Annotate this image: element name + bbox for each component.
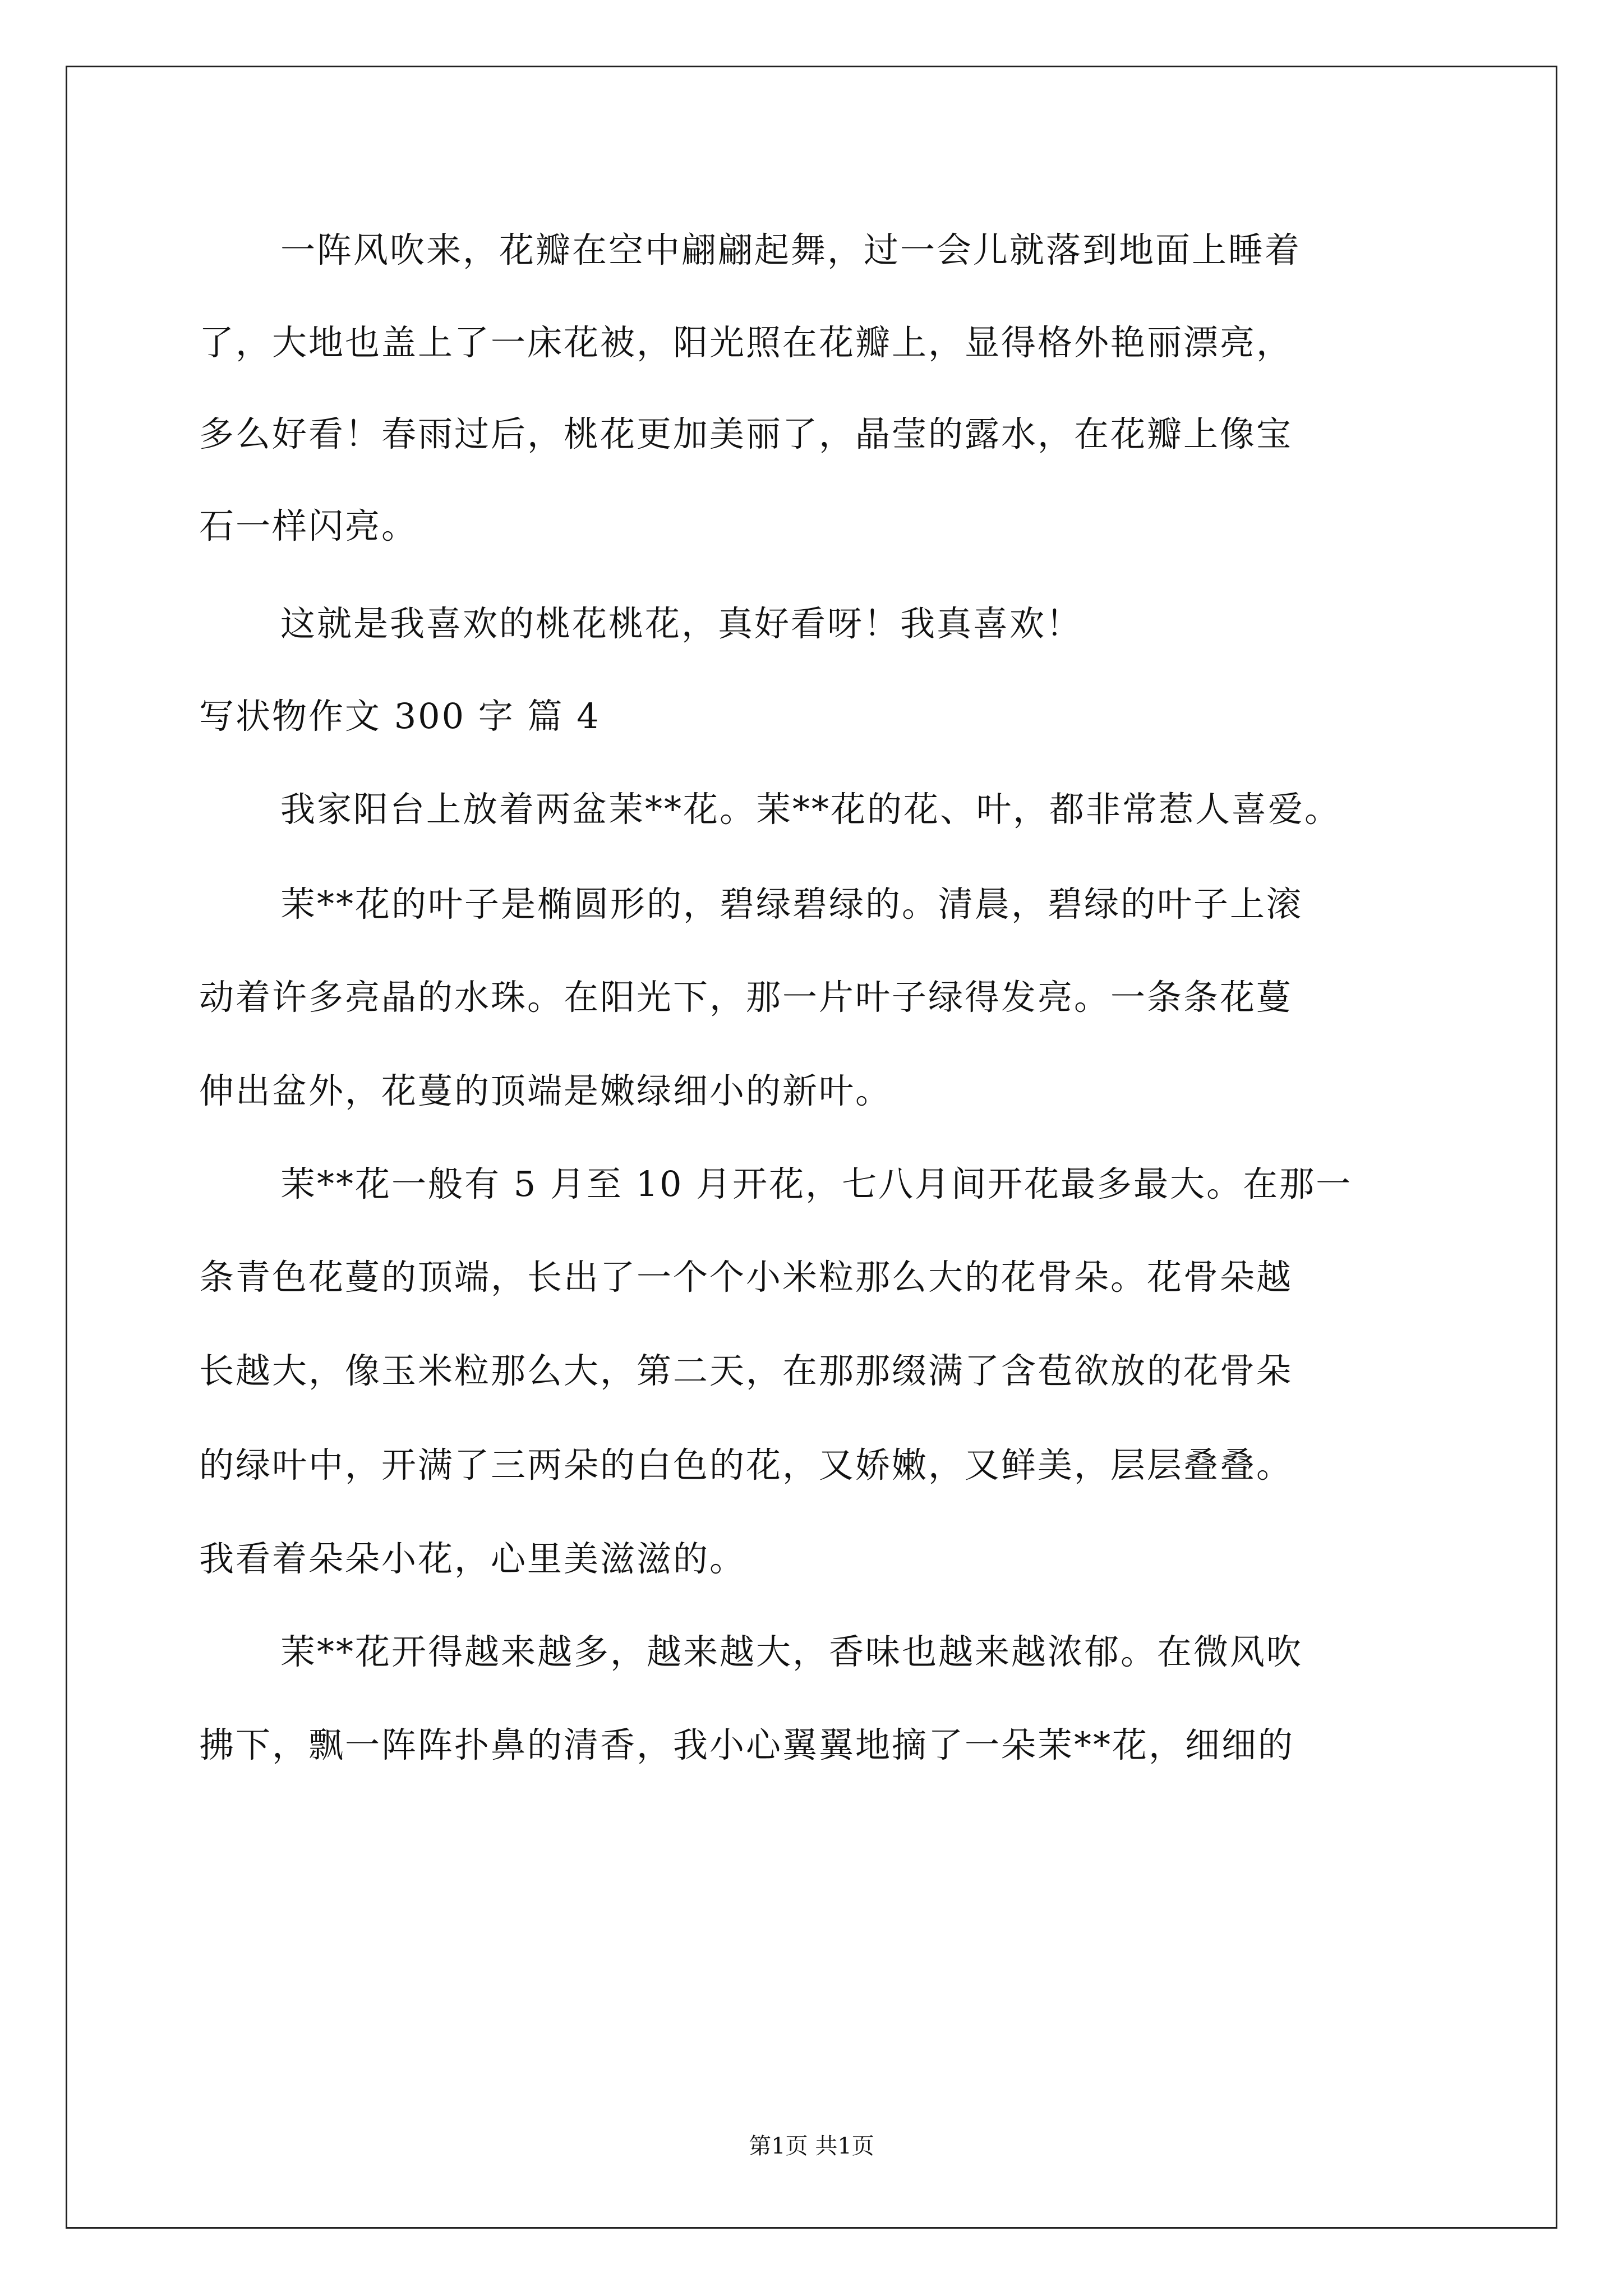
paragraph-line: 条青色花蔓的顶端，长出了一个个小米粒那么大的花骨朵。花骨朵越 [199,1257,1293,1297]
page-footer: 第1页 共1页 [749,2133,874,2159]
paragraph-line: 茉**花的叶子是椭圆形的，碧绿碧绿的。清晨，碧绿的叶子上滚 [280,884,1303,924]
paragraph-line: 的绿叶中，开满了三两朵的白色的花，又娇嫩，又鲜美，层层叠叠。 [199,1444,1293,1485]
paragraph-line: 长越大，像玉米粒那么大，第二天，在那那缀满了含苞欲放的花骨朵 [199,1350,1293,1391]
paragraph-line: 拂下，飘一阵阵扑鼻的清香，我小心翼翼地摘了一朵茉**花，细细的 [199,1724,1295,1765]
page-border [66,66,1557,2229]
paragraph-line: 动着许多亮晶的水珠。在阳光下，那一片叶子绿得发亮。一条条花蔓 [199,977,1293,1018]
paragraph-line: 这就是我喜欢的桃花桃花，真好看呀！我真喜欢！ [280,603,1083,644]
paragraph-line: 茉**花一般有 5 月至 10 月开花，七八月间开花最多最大。在那一 [280,1163,1353,1204]
paragraph-line: 多么好看！春雨过后，桃花更加美丽了，晶莹的露水，在花瓣上像宝 [199,413,1293,454]
paragraph-line: 茉**花开得越来越多，越来越大，香味也越来越浓郁。在微风吹 [280,1631,1303,1672]
paragraph-line: 石一样闪亮。 [199,505,418,546]
section-heading: 写状物作文 300 字 篇 4 [199,696,601,737]
paragraph-line: 伸出盆外，花蔓的顶端是嫩绿细小的新叶。 [199,1070,892,1111]
paragraph-line: 我家阳台上放着两盆茉**花。茉**花的花、叶，都非常惹人喜爱。 [280,789,1341,830]
paragraph-line: 了，大地也盖上了一床花被，阳光照在花瓣上，显得格外艳丽漂亮， [199,322,1293,363]
paragraph-line: 我看着朵朵小花，心里美滋滋的。 [199,1538,746,1579]
paragraph-line: 一阵风吹来，花瓣在空中翩翩起舞，过一会儿就落到地面上睡着 [280,229,1302,270]
